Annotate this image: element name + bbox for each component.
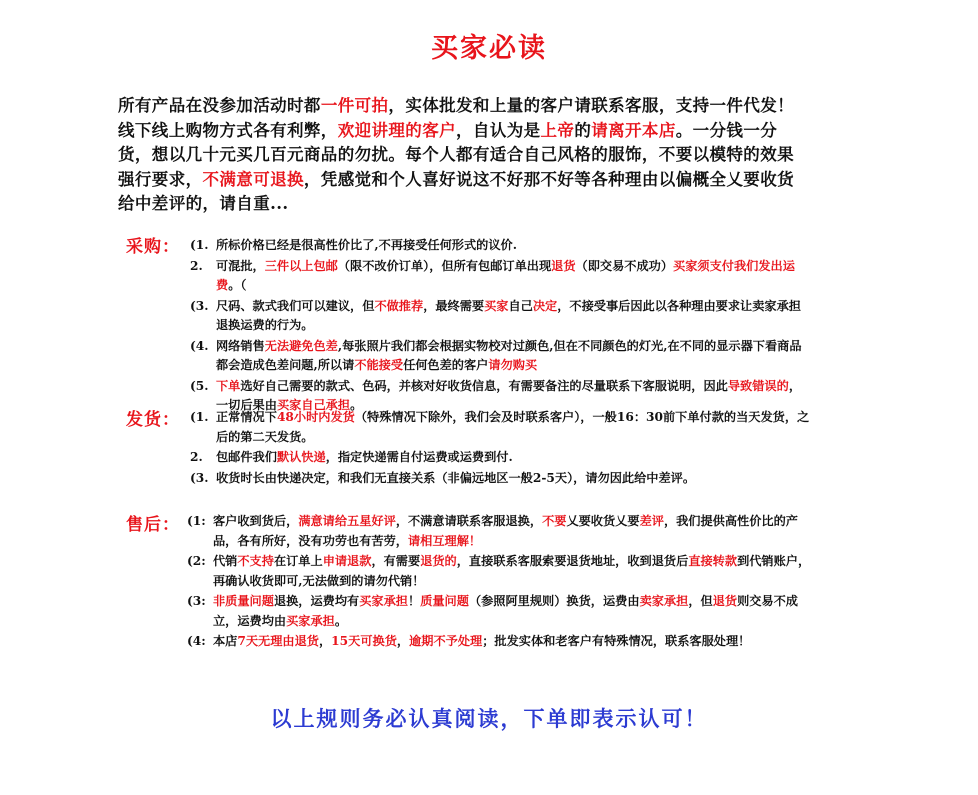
rule-item [190,297,810,336]
body-text: ，凭感觉和个人喜好说这不好那不好等各种理由以偏概全乂要收货给中差评的，请自重... [118,169,795,214]
rule-text [190,408,810,447]
highlight-text: 15天可换货 [331,634,397,648]
rule-item [190,448,810,468]
rule-item [190,257,810,296]
body-text: 可混批， [216,258,265,273]
highlight-text: 不要 [542,514,567,528]
body-text: （限不改价订单），但所有包邮订单出现 [337,258,552,273]
body-text: ，一切后果由 [216,378,801,412]
highlight-text: 买家须支付我们发出运费 [216,258,795,292]
body-text: （特殊情况下除外，我们会及时联系客户），一般16：30前下单付款的当天发货，之后的第二天发货。 [216,410,810,444]
body-text: ，有需要 [371,554,421,568]
rule-text [190,337,810,376]
highlight-text: 不做推荐 [374,298,424,313]
rule-item [190,337,810,376]
highlight-text: 申请退款 [322,554,372,568]
rule-text [190,448,810,468]
body-text: 在订单上 [273,554,323,568]
footer-notice: 以上规则务必认真阅读，下单即表示认可！ [270,706,708,731]
body-text: 收货时长由快递决定，和我们无直接关系（非偏远地区一般2-5天），请勿因此给中差评。 [216,470,696,485]
body-text: 退换，运费均有 [273,594,360,608]
rule-number: (3. [190,298,209,313]
rule-number: 2. [190,258,203,273]
body-text: 。 [350,398,363,412]
body-text: 客户收到货后， [213,514,299,528]
intro-paragraph [118,94,808,217]
body-text: 。（ [228,278,247,292]
highlight-text: 上帝 [540,120,575,140]
body-text: （参照阿里规则）换货，运费由 [468,594,640,608]
highlight-text: 非质量问题 [213,594,274,608]
rule-item [190,469,810,489]
highlight-text: 无法避免色差 [264,338,338,353]
rule-text [187,512,812,551]
rule-number: 2. [190,450,203,464]
section-label-shipping: 发货： [126,410,180,430]
body-text: ，自认为是 [456,120,541,140]
highlight-text: 差评 [639,514,664,528]
body-text: 的 [574,120,592,140]
body-text: 到代销账户，再确认收货即可,无法做到的请勿代销！ [213,554,811,588]
body-text: ，不满意请联系客服退换， [395,514,543,528]
body-text: 自己 [508,298,533,313]
body-text: 则交易不成立，运费均由 [213,594,798,628]
rule-text [190,469,810,489]
rule-number: (1. [190,238,209,252]
rule-number: (1. [190,410,209,424]
highlight-text: 买家自己承担 [276,398,351,412]
body-text: ，最终需要 [423,298,485,313]
highlight-text: 三件以上包邮 [264,258,338,273]
body-text: （即交易不成功） [575,258,674,273]
highlight-text: 请相互理解！ [408,533,482,548]
highlight-text: 直接转款 [688,554,738,568]
section-label-purchase: 采购： [126,237,180,257]
body-text: ，我们提供高性价比的产品，各有所好，没有功劳也有苦劳， [213,514,798,548]
page-title: 买家必读 [431,33,547,64]
highlight-text: 买家 [484,298,509,313]
body-text: ，实体批发和上量的客户请联系客服，支持一件代发！线下线上购物方式各有利弊， [118,96,795,140]
body-text: ，直接联系客服索要退货地址，收到退货后 [456,554,689,568]
section-label-aftersale: 售后： [126,515,180,535]
body-text: 乂要收货乂要 [566,514,640,528]
rule-text [187,552,812,591]
rule-text [190,236,810,256]
rule-number: (5. [190,378,209,393]
body-text: ,每张照片我们都会根据实物校对过颜色,但在不同颜色的灯光,在不同的显示器下看商品都会造成色差问题,所以请 [216,338,802,372]
highlight-text: 导致错误的 [727,378,789,393]
body-text: 本店 [213,634,238,648]
body-text: 。 [334,613,348,628]
rule-text [190,297,810,336]
highlight-text: 请离开本店 [591,120,676,140]
highlight-text: 质量问题 [420,594,469,608]
body-text: 所标价格已经是很高性价比了,不再接受任何形式的议价. [216,238,517,252]
highlight-text: 满意请给五星好评 [298,514,396,528]
highlight-text: 请勿购买 [488,358,538,372]
body-text: 包邮件我们 [216,450,277,464]
rule-item [187,592,812,631]
highlight-text: 不满意可退换 [202,169,304,189]
body-text: 任何色差的客户 [403,358,489,372]
highlight-text: 默认快递 [276,450,326,464]
body-text: ！ [408,594,421,608]
highlight-text: 不能接受 [354,358,404,372]
body-text: 选好自己需要的款式、色码，并核对好收货信息，有需要备注的尽量联系下客服说明，因此 [240,378,728,393]
section-shipping [190,408,810,488]
body-text: 尺码、款式我们可以建议，但 [216,298,375,313]
rule-text [187,592,812,631]
rule-item [190,236,810,256]
highlight-text: 退货 [712,594,738,608]
body-text: 代销 [213,554,238,568]
rule-item [187,552,812,591]
rule-number: (4. [190,338,209,353]
intro-text [118,94,808,217]
body-text: 网络销售 [216,338,265,353]
highlight-text: 7天无理由退货 [237,634,319,648]
highlight-text: 买家承担 [286,613,335,628]
highlight-text: 一件可拍 [320,96,389,115]
body-text: 所有产品在没参加活动时都 [118,96,321,115]
rule-number: (3: [187,594,206,608]
body-text: ， [318,634,332,648]
highlight-text: 退货的 [420,554,457,568]
highlight-text: 下单 [216,378,241,393]
highlight-text: 买家承担 [359,594,408,608]
rule-item [187,512,812,551]
body-text: 。一分钱一分货，想以几十元买几百元商品的勿扰。每个人都有适合自己风格的服饰，不要以模特的效果强行要求， [118,120,794,189]
highlight-text: 退货 [551,258,576,273]
section-aftersale [187,512,812,652]
rule-number: (3. [190,470,209,485]
section-purchase [190,236,810,416]
rule-text [190,257,810,296]
body-text: ，但 [688,594,713,608]
body-text: ；批发实体和老客户有特殊情况，联系客服处理！ [482,634,751,648]
highlight-text: 决定 [532,298,558,313]
highlight-text: 欢迎讲理的客户 [337,120,457,140]
body-text: 正常情况下 [216,410,277,424]
highlight-text: 卖家承担 [639,594,689,608]
rule-number: (2: [187,554,206,568]
rule-number: (4: [187,634,206,648]
rule-text [187,632,812,652]
highlight-text: 不支持 [237,554,274,568]
rule-item [187,632,812,652]
rule-item [190,408,810,447]
rule-number: (1: [187,514,206,528]
body-text: ，不接受事后因此以各种理由要求让卖家承担退换运费的行为。 [216,298,801,332]
body-text: ，指定快递需自付运费或运费到付. [325,450,513,464]
highlight-text: 48小时内发货 [276,410,355,424]
body-text: ， [396,634,410,648]
highlight-text: 逾期不予处理 [409,634,483,648]
